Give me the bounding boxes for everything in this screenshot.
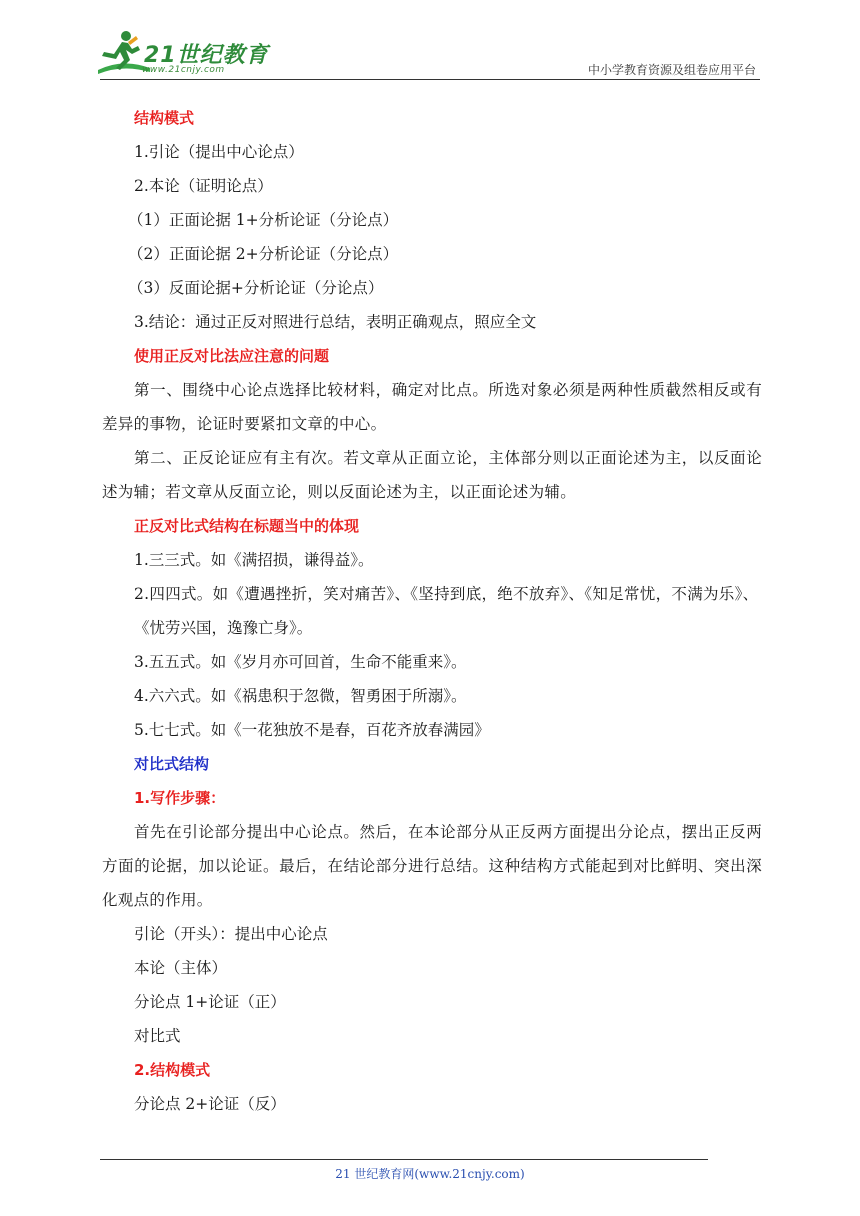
list-item: 1.引论（提出中心论点） <box>134 143 304 161</box>
header-divider <box>100 79 760 80</box>
logo-url: www.21cnjy.com <box>142 65 225 75</box>
paragraph: 首先在引论部分提出中心论点。然后，在本论部分从正反两方面提出分论点，摆出正反两方面的论据，加以论证。最后，在结论部分进行总结。这种结构方式能起到对比鲜明、突出深化观点的作用。 <box>102 823 762 909</box>
list-item: 2.本论（证明论点） <box>134 177 273 195</box>
document-body <box>102 101 762 1121</box>
list-item: 引论（开头）：提出中心论点 <box>134 925 328 943</box>
heading-title-forms: 正反对比式结构在标题当中的体现 <box>134 517 360 535</box>
heading-structure-mode-2: 2.结构模式 <box>134 1061 211 1079</box>
page-header <box>0 0 860 90</box>
list-item: 4.六六式。如《祸患积于忽微，智勇困于所溺》。 <box>134 687 467 705</box>
header-platform-text: 中小学教育资源及组卷应用平台 <box>587 63 756 77</box>
list-item: 《忧劳兴国，逸豫亡身》。 <box>134 619 313 637</box>
footer-divider <box>100 1159 708 1160</box>
list-item: 分论点 1+论证（正） <box>134 993 286 1011</box>
heading-notes: 使用正反对比法应注意的问题 <box>134 347 330 365</box>
list-item: 1.三三式。如《满招损，谦得益》。 <box>134 551 374 569</box>
logo <box>92 28 272 80</box>
paragraph: 第二、正反论证应有主有次。若文章从正面立论，主体部分则以正面论述为主，以反面论述为辅；若文章从反面立论，则以反面论述为主，以正面论述为辅。 <box>102 449 762 501</box>
list-item: （2）正面论据 2+分析论证（分论点） <box>128 245 399 263</box>
paragraph: 第一、围绕中心论点选择比较材料，确定对比点。所选对象必须是两种性质截然相反或有差异的事物，论证时要紧扣文章的中心。 <box>102 381 762 433</box>
heading-structure-mode: 结构模式 <box>134 109 195 127</box>
list-item: 本论（主体） <box>134 959 228 977</box>
heading-contrast-structure: 对比式结构 <box>134 755 210 773</box>
logo-text: 21世纪教育 <box>144 43 269 68</box>
list-item: 对比式 <box>134 1027 181 1045</box>
footer-text: 21 世纪教育网(www.21cnjy.com) <box>335 1167 525 1181</box>
list-item: （3）反面论据+分析论证（分论点） <box>128 279 384 297</box>
list-item: 5.七七式。如《一花独放不是春，百花齐放春满园》 <box>134 721 490 739</box>
heading-writing-steps: 1.写作步骤： <box>134 789 226 807</box>
list-item: （1）正面论据 1+分析论证（分论点） <box>128 211 399 229</box>
list-item: 2.四四式。如《遭遇挫折，笑对痛苦》、《坚持到底，绝不放弃》、《知足常忧，不满为乐》、 <box>134 585 759 603</box>
list-item: 3.结论：通过正反对照进行总结，表明正确观点，照应全文 <box>134 313 537 331</box>
list-item: 3.五五式。如《岁月亦可回首，生命不能重来》。 <box>134 653 467 671</box>
list-item: 分论点 2+论证（反） <box>134 1095 286 1113</box>
